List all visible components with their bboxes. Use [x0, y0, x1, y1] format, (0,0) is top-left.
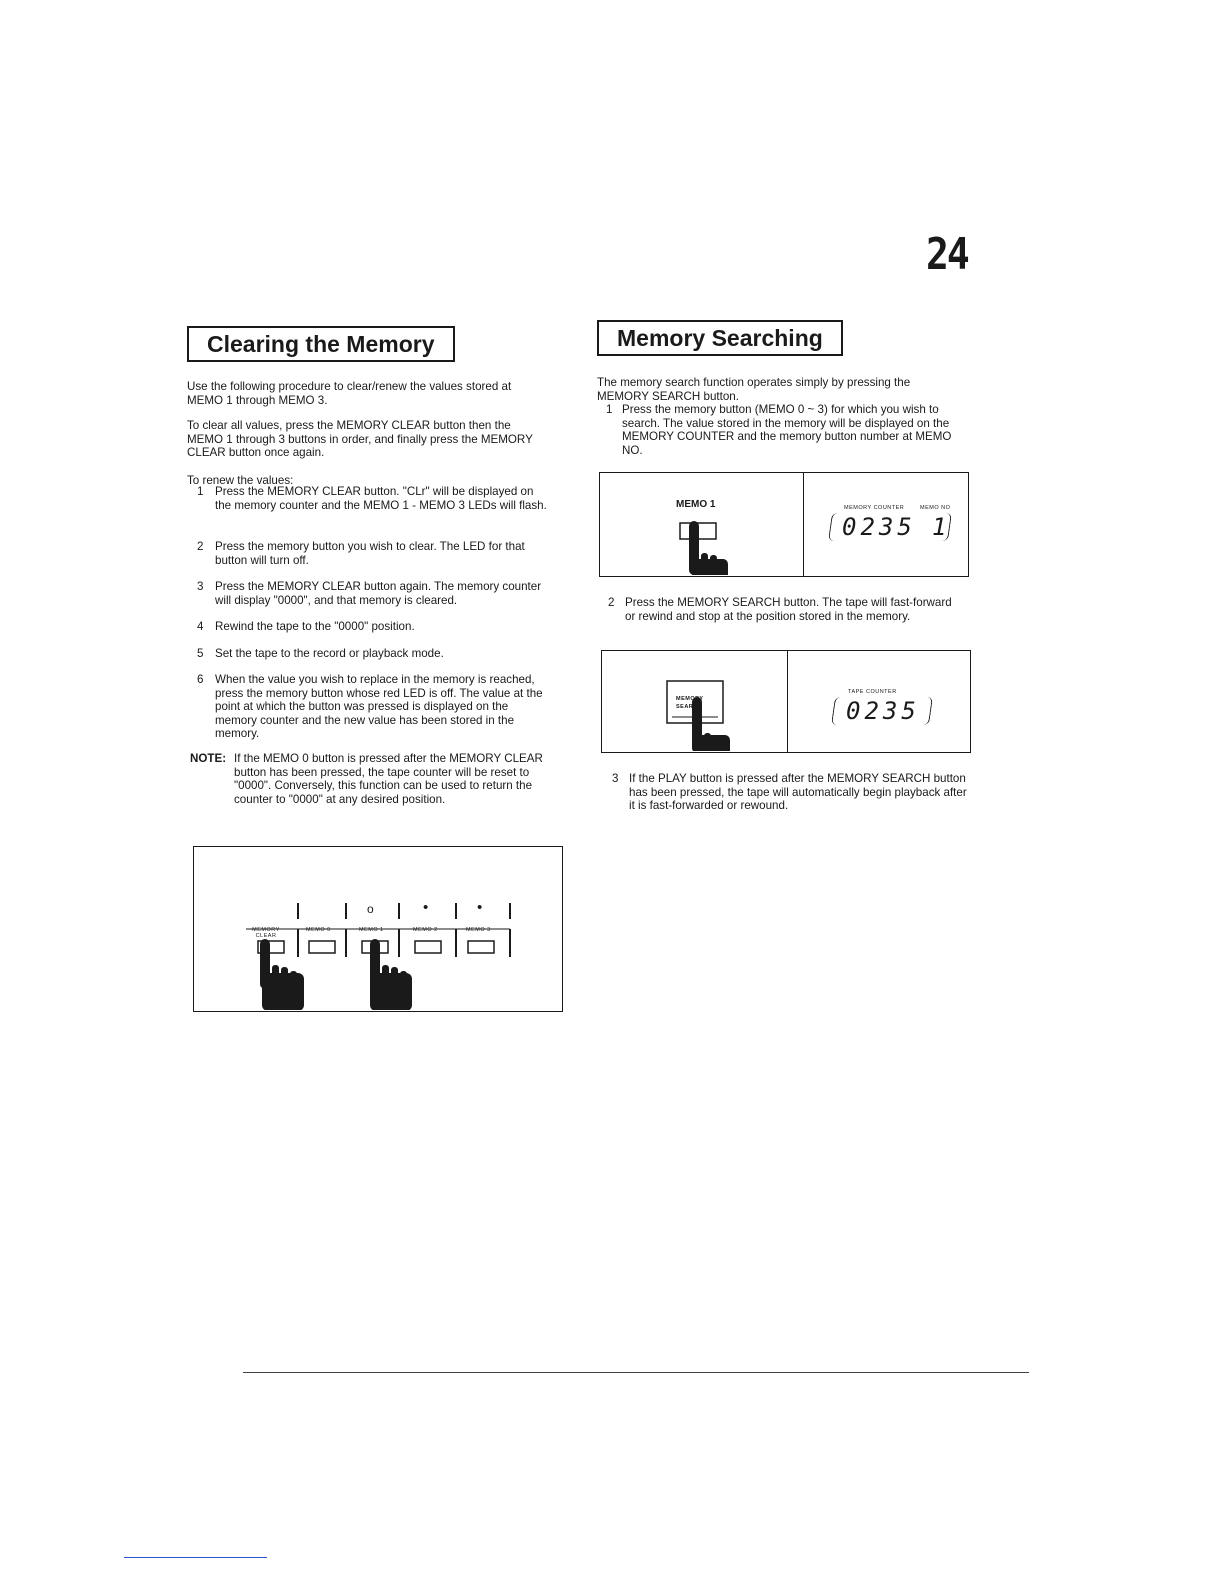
memory-search-label: MEMORY SEARCH: [676, 696, 704, 710]
hand-icon: [689, 521, 728, 575]
left-intro: Use the following procedure to clear/renew the values stored at MEMO 1 through MEMO 3.: [187, 380, 512, 407]
right-intro: The memory search function operates simply by pressing the MEMORY SEARCH button.: [597, 376, 911, 403]
led-memo3: •: [477, 899, 483, 916]
bottom-rule: [243, 1372, 1029, 1373]
note-label: NOTE:: [190, 752, 227, 765]
led-memo2: •: [423, 899, 429, 916]
left-column: [187, 380, 549, 488]
memo-no-label: MEMO NO: [920, 505, 951, 511]
search-step-2: 2 Press the MEMORY SEARCH button. The tape will fast-forward or rewind and stop at the position stored in the memory.: [608, 596, 952, 623]
note: [190, 752, 556, 822]
memo-no-value: 1: [932, 513, 951, 541]
memory-search-figure: [601, 650, 971, 753]
button-label-memo3: MEMO 3: [466, 927, 491, 933]
button-label-memo2: MEMO 2: [413, 927, 438, 933]
renew-heading: To renew the values:: [187, 473, 294, 487]
tape-counter-value: 0235: [846, 697, 920, 725]
hand-icon: [370, 939, 412, 1010]
memo1-label: MEMO 1: [676, 499, 716, 510]
memory-buttons-figure: [193, 846, 563, 1012]
clear-all-text: To clear all values, press the MEMORY CLEAR button then the MEMO 1 through 3 buttons in order, and finally press the MEMORY CLEAR button once again.: [187, 419, 533, 460]
footer-link-rule: [124, 1557, 267, 1558]
button-label-memo1: MEMO 1: [359, 927, 384, 933]
memory-searching-title: Memory Searching: [597, 320, 843, 356]
button-label-memory-clear: MEMORY CLEAR: [252, 927, 280, 939]
search-step-3: 3 If the PLAY button is pressed after the MEMORY SEARCH button has been pressed, the tape will automatically begin playback after it is fast-forwarded or rewound.: [612, 772, 967, 813]
led-memo1: o: [367, 902, 374, 916]
note-text: If the MEMO 0 button is pressed after the MEMORY CLEAR button has been pressed, the tape counter will be reset to "0000". Conversely, this function can be used to return the counter to "0000" at any desired position.: [234, 752, 543, 806]
clearing-memory-title: Clearing the Memory: [187, 326, 455, 362]
search-step-1: 1 Press the memory button (MEMO 0 ~ 3) for which you wish to search. The value stored in the memory will be displayed on the MEMORY COUNTER and the memory button number at MEMO NO.: [606, 403, 952, 457]
page-number: 24: [926, 228, 968, 280]
renew-steps: 1 Press the MEMORY CLEAR button. "CLr" will be displayed on the memory counter and the MEMO 1 - MEMO 3 LEDs will flash. 2 Press the memory button you wish to clear. The LED for that button will turn off. 3 Press the MEMORY CLEAR button again. The memory counter will display "0000", and that memory is cleared. 4 Rewind the tape to the "0000" position. 5 Set the tape to the record or playback mode. 6 When the value you wish to replace in the memory is reached, press the memory button whose red LED is off. The value at the point at which the button was pressed is displayed on the memory counter and the new value has been stored in the memory.: [197, 485, 547, 741]
button-label-memo0: MEMO 0: [306, 927, 331, 933]
tape-counter-label: TAPE COUNTER: [848, 689, 897, 695]
memo-button-display-figure: [599, 472, 969, 577]
memory-counter-label: MEMORY COUNTER: [844, 505, 905, 511]
memory-counter-value: 0235: [842, 513, 916, 541]
